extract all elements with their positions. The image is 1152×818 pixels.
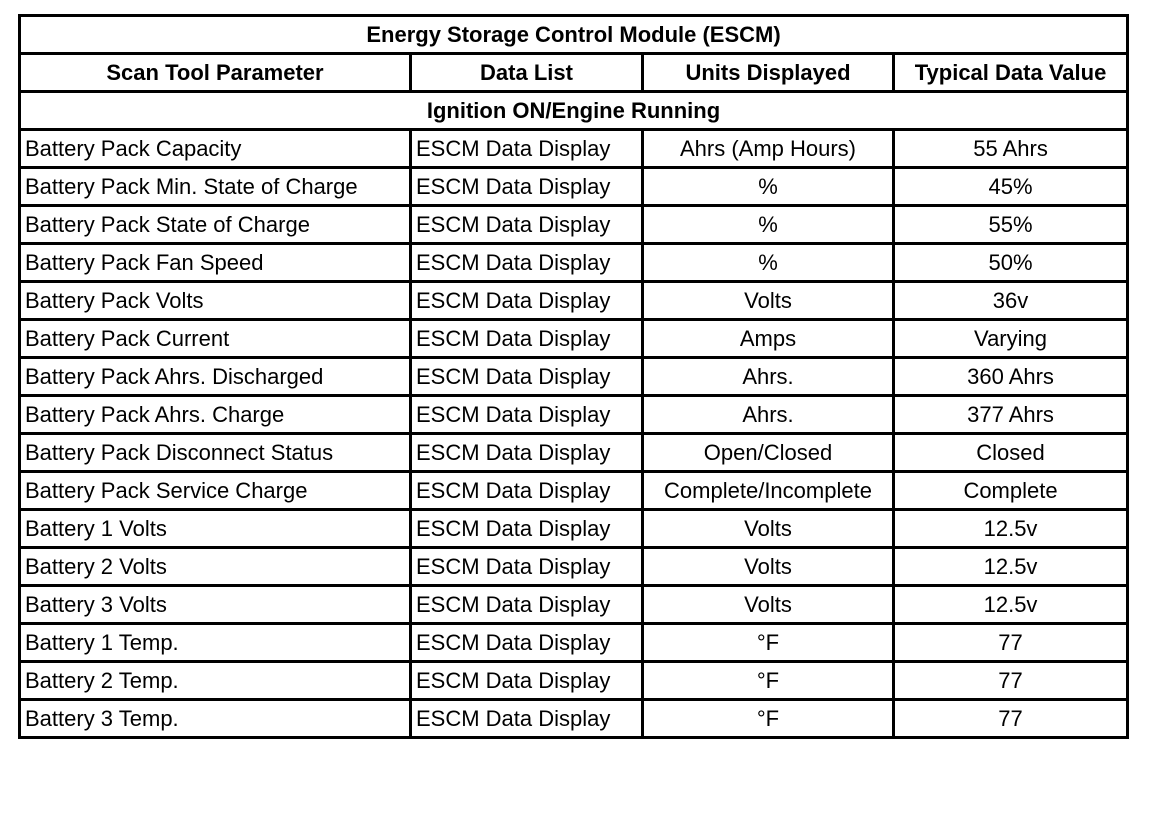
units-cell: Ahrs (Amp Hours) [643,130,894,168]
table-row [20,244,1128,282]
table-row [20,472,1128,510]
table-row [20,434,1128,472]
table-row [20,586,1128,624]
data-list-cell: ESCM Data Display [411,358,643,396]
table-row [20,624,1128,662]
data-list-cell: ESCM Data Display [411,282,643,320]
units-cell: Volts [643,510,894,548]
table-title: Energy Storage Control Module (ESCM) [20,16,1128,54]
header-scan-tool-parameter: Scan Tool Parameter [20,54,411,92]
units-cell: % [643,244,894,282]
units-cell: Volts [643,282,894,320]
units-cell: °F [643,700,894,738]
parameter-cell: Battery 1 Volts [20,510,411,548]
typical-value-cell: 12.5v [894,548,1128,586]
table-row [20,700,1128,738]
units-cell: % [643,206,894,244]
typical-value-cell: Varying [894,320,1128,358]
parameter-cell: Battery 3 Temp. [20,700,411,738]
typical-value-cell: 36v [894,282,1128,320]
table-row [20,662,1128,700]
units-cell: Volts [643,548,894,586]
table-row [20,282,1128,320]
table-row [20,206,1128,244]
document-sheet [18,14,1126,739]
table-body [20,130,1128,738]
header-data-list: Data List [411,54,643,92]
table-title-row [20,16,1128,54]
data-list-cell: ESCM Data Display [411,434,643,472]
data-list-cell: ESCM Data Display [411,624,643,662]
parameter-cell: Battery 2 Volts [20,548,411,586]
typical-value-cell: 50% [894,244,1128,282]
parameter-cell: Battery Pack Ahrs. Discharged [20,358,411,396]
data-list-cell: ESCM Data Display [411,586,643,624]
typical-value-cell: 77 [894,662,1128,700]
typical-value-cell: Closed [894,434,1128,472]
table-row [20,396,1128,434]
typical-value-cell: 55 Ahrs [894,130,1128,168]
units-cell: Volts [643,586,894,624]
units-cell: Amps [643,320,894,358]
parameter-cell: Battery Pack Service Charge [20,472,411,510]
typical-value-cell: 377 Ahrs [894,396,1128,434]
parameter-cell: Battery 2 Temp. [20,662,411,700]
table-header-row [20,54,1128,92]
typical-value-cell: Complete [894,472,1128,510]
parameter-cell: Battery Pack Current [20,320,411,358]
table-row [20,320,1128,358]
units-cell: Ahrs. [643,358,894,396]
parameter-cell: Battery Pack Capacity [20,130,411,168]
parameter-cell: Battery Pack Fan Speed [20,244,411,282]
typical-value-cell: 360 Ahrs [894,358,1128,396]
data-list-cell: ESCM Data Display [411,662,643,700]
parameter-cell: Battery Pack Volts [20,282,411,320]
typical-value-cell: 12.5v [894,586,1128,624]
data-list-cell: ESCM Data Display [411,130,643,168]
header-typical-data-value: Typical Data Value [894,54,1128,92]
data-list-cell: ESCM Data Display [411,206,643,244]
data-list-cell: ESCM Data Display [411,244,643,282]
data-list-cell: ESCM Data Display [411,396,643,434]
data-list-cell: ESCM Data Display [411,168,643,206]
parameter-cell: Battery Pack Disconnect Status [20,434,411,472]
typical-value-cell: 77 [894,624,1128,662]
escm-data-table [18,14,1129,739]
parameter-cell: Battery 3 Volts [20,586,411,624]
typical-value-cell: 77 [894,700,1128,738]
parameter-cell: Battery 1 Temp. [20,624,411,662]
data-list-cell: ESCM Data Display [411,510,643,548]
table-row [20,168,1128,206]
units-cell: Complete/Incomplete [643,472,894,510]
parameter-cell: Battery Pack Min. State of Charge [20,168,411,206]
table-row [20,130,1128,168]
parameter-cell: Battery Pack State of Charge [20,206,411,244]
data-list-cell: ESCM Data Display [411,700,643,738]
typical-value-cell: 45% [894,168,1128,206]
header-units-displayed: Units Displayed [643,54,894,92]
units-cell: Open/Closed [643,434,894,472]
typical-value-cell: 55% [894,206,1128,244]
data-list-cell: ESCM Data Display [411,472,643,510]
typical-value-cell: 12.5v [894,510,1128,548]
parameter-cell: Battery Pack Ahrs. Charge [20,396,411,434]
units-cell: % [643,168,894,206]
units-cell: Ahrs. [643,396,894,434]
section-row [20,92,1128,130]
table-row [20,510,1128,548]
table-row [20,358,1128,396]
units-cell: °F [643,662,894,700]
table-row [20,548,1128,586]
section-label: Ignition ON/Engine Running [20,92,1128,130]
data-list-cell: ESCM Data Display [411,320,643,358]
data-list-cell: ESCM Data Display [411,548,643,586]
units-cell: °F [643,624,894,662]
